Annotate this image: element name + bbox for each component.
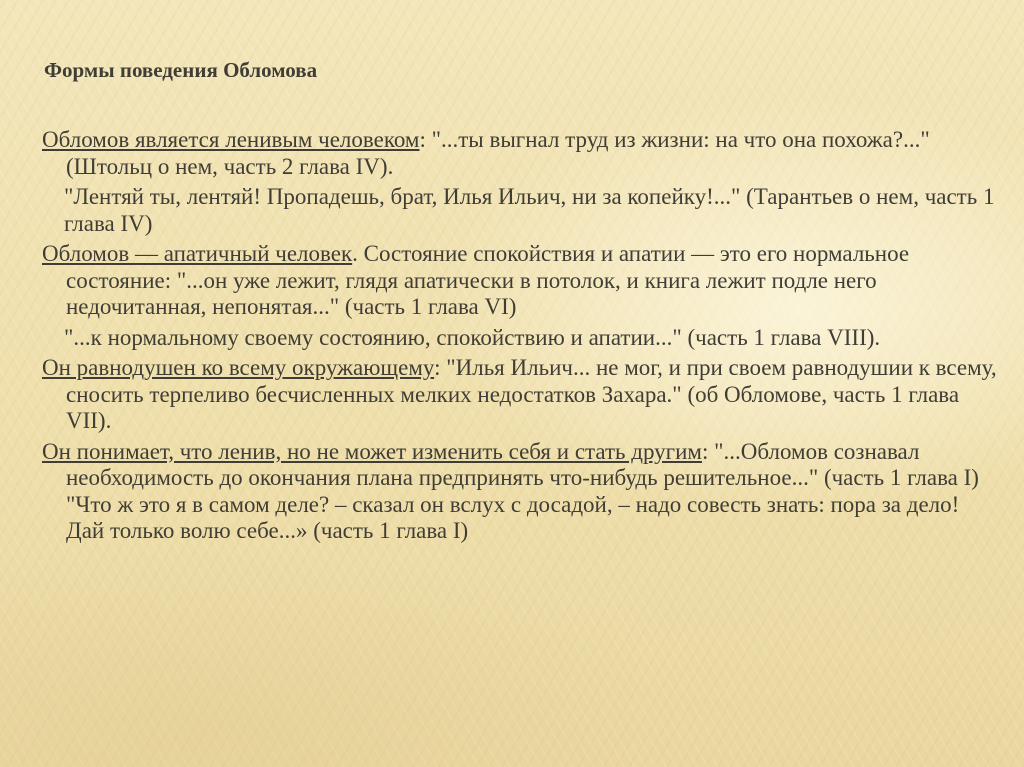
paragraph-lead: Обломов — апатичный человек — [42, 241, 353, 266]
slide-title: Формы поведения Обломова — [44, 58, 318, 82]
paragraph-apathetic — [42, 241, 1002, 321]
paragraph-tarantiev-quote — [42, 184, 1002, 237]
paragraph-cannot-change — [42, 439, 1002, 545]
paragraph-text: : "...Обломов сознавал необходимость до окончания плана предпринять что-нибудь решительное..." (часть 1 глава I) "Что ж это я в самом деле? – сказал он вслух с досадой, – надо совесть знать: пора за дело! Дай только волю себе...» (часть 1 глава I) — [66, 438, 979, 543]
paragraph-indifferent — [42, 355, 1002, 435]
paragraph-text: . Состояние спокойствия и апатии — это его нормальное состояние: "...он уже лежит, глядя апатически в потолок, и книга лежит подле него недочитанная, непонятая..." (часть 1 глава VI) — [66, 241, 910, 319]
paragraph-lead: Обломов является ленивым человеком — [42, 127, 420, 152]
paragraph-text: "Лентяй ты, лентяй! Пропадешь, брат, Илья Ильич, ни за копейку!..." (Тарантьев о нем, часть 1 глава IV) — [64, 184, 995, 236]
paragraph-lead: Он равнодушен ко всему окружающему — [42, 355, 435, 380]
slide-body — [42, 127, 1002, 549]
paragraph-lazy — [42, 127, 1002, 180]
paragraph-text: "...к нормальному своему состоянию, спокойствию и апатии..." (часть 1 глава VIII). — [64, 324, 881, 350]
paragraph-lead: Он понимает, что ленив, но не может изменить себя и стать другим — [42, 438, 702, 464]
paragraph-text: : "Илья Ильич... не мог, и при своем равнодушии к всему, сносить терпеливо бесчисленных мелких недостатков Захара." (об Обломове, часть 1 глава VII). — [66, 355, 997, 433]
paragraph-text: : "...ты выгнал труд из жизни: на что она похожа?..." (Штольц о нем, часть 2 глава IV). — [66, 127, 930, 179]
paragraph-normal-state-quote — [42, 325, 1002, 352]
